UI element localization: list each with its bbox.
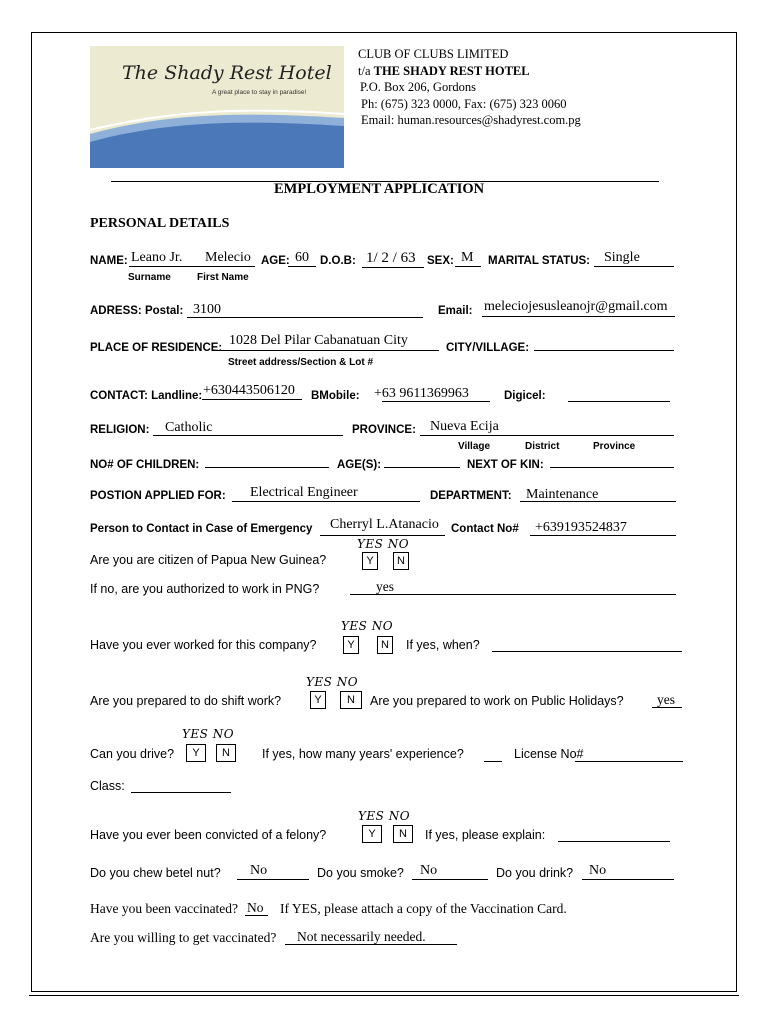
felony-explain-underline[interactable] — [558, 841, 670, 842]
age-value[interactable]: 60 — [295, 250, 309, 265]
drive-years-label: If yes, how many years' experience? — [262, 747, 464, 761]
address-label: ADRESS: Postal: — [90, 305, 184, 317]
department-value[interactable]: Maintenance — [526, 487, 599, 502]
felony-no-box[interactable]: N — [393, 825, 413, 843]
street-hint: Street address/Section & Lot # — [228, 357, 374, 368]
email-label: Email: — [438, 305, 473, 317]
shift-no-box[interactable]: N — [340, 691, 362, 709]
city-underline[interactable] — [534, 350, 674, 351]
first-name-hint: First Name — [197, 272, 249, 283]
holidays-question: Are you prepared to work on Public Holidays? — [370, 694, 624, 708]
district-hint: District — [525, 441, 560, 452]
emergency-no-value[interactable]: +639193524837 — [535, 520, 627, 535]
marital-label: MARITAL STATUS: — [488, 255, 590, 267]
city-label: CITY/VILLAGE: — [446, 342, 530, 354]
company-name: THE SHADY REST HOTEL — [373, 64, 530, 78]
section-title: PERSONAL DETAILS — [90, 216, 230, 231]
sex-underline — [455, 266, 481, 267]
company-email: Email: human.resources@shadyrest.com.pg — [361, 113, 581, 127]
province-hint: Province — [593, 441, 636, 452]
worked-when-label: If yes, when? — [406, 638, 480, 652]
sex-value[interactable]: M — [461, 250, 474, 265]
vaccinated-underline — [245, 915, 268, 916]
authorized-answer[interactable]: yes — [376, 579, 394, 594]
authorized-underline — [350, 594, 676, 595]
drive-years-underline[interactable] — [484, 761, 502, 762]
shift-yes-no-header: YES NO — [306, 675, 359, 689]
surname-hint: Surname — [128, 272, 171, 283]
email-underline — [482, 316, 675, 317]
province-underline — [420, 435, 674, 436]
ages-underline[interactable] — [384, 467, 460, 468]
citizen-no-box[interactable]: N — [393, 552, 409, 570]
kin-underline[interactable] — [550, 467, 674, 468]
residence-label: PLACE OF RESIDENCE: — [90, 342, 223, 354]
company-line-1: CLUB OF CLUBS LIMITED — [358, 47, 509, 61]
smoke-underline — [412, 879, 488, 880]
betel-underline — [237, 879, 309, 880]
willing-answer[interactable]: Not necessarily needed. — [297, 929, 426, 944]
digicel-underline[interactable] — [568, 401, 670, 402]
worked-no-box[interactable]: N — [377, 636, 393, 654]
felony-question: Have you ever been convicted of a felony? — [90, 828, 327, 842]
marital-value[interactable]: Single — [604, 250, 640, 265]
shift-yes-box[interactable]: Y — [310, 691, 326, 709]
landline-value[interactable]: +630443506120 — [203, 383, 295, 398]
emergency-label: Person to Contact in Case of Emergency — [90, 523, 313, 535]
emergency-name-value[interactable]: Cherryl L.Atanacio — [330, 517, 439, 532]
class-label: Class: — [90, 779, 125, 793]
position-underline — [232, 501, 420, 502]
hotel-logo — [90, 46, 344, 168]
holidays-underline — [652, 707, 682, 708]
residence-underline — [217, 350, 439, 351]
contact-no-label: Contact No# — [451, 523, 519, 535]
dob-label: D.O.B: — [320, 255, 356, 267]
children-underline[interactable] — [205, 467, 329, 468]
worked-yes-no-header: YES NO — [341, 619, 394, 633]
digicel-label: Digicel: — [504, 390, 546, 402]
worked-yes-box[interactable]: Y — [343, 636, 359, 654]
emergency-name-underline — [320, 535, 445, 536]
position-label: POSTION APPLIED FOR: — [90, 490, 226, 502]
dob-value[interactable]: 1/ 2 / 63 — [366, 250, 416, 266]
province-value[interactable]: Nueva Ecija — [430, 419, 499, 434]
department-underline — [520, 501, 676, 502]
holidays-answer[interactable]: yes — [657, 692, 675, 707]
emergency-no-underline — [530, 535, 676, 536]
citizen-yes-box[interactable]: Y — [362, 552, 378, 570]
drink-answer[interactable]: No — [589, 863, 607, 878]
felony-yes-no-header: YES NO — [358, 809, 411, 823]
smoke-question: Do you smoke? — [317, 866, 404, 880]
position-value[interactable]: Electrical Engineer — [250, 485, 358, 500]
email-value[interactable]: meleciojesusleanojr@gmail.com — [484, 299, 668, 314]
vaccinated-note: If YES, please attach a copy of the Vaccination Card. — [280, 901, 567, 916]
willing-question: Are you willing to get vaccinated? — [90, 930, 277, 945]
company-phone: Ph: (675) 323 0000, Fax: (675) 323 0060 — [361, 97, 567, 111]
shift-question: Are you prepared to do shift work? — [90, 694, 282, 708]
landline-underline — [202, 399, 302, 400]
postal-underline — [187, 317, 423, 318]
vaccinated-answer[interactable]: No — [247, 900, 264, 915]
bmobile-value[interactable]: +63 9611369963 — [374, 386, 469, 401]
authorized-question: If no, are you authorized to work in PNG? — [90, 582, 320, 596]
worked-when-underline[interactable] — [492, 651, 682, 652]
surname-value[interactable]: Leano Jr. — [131, 250, 183, 265]
drink-underline — [582, 879, 674, 880]
sex-label: SEX: — [427, 255, 454, 267]
license-underline[interactable] — [575, 761, 683, 762]
ages-label: AGE(S): — [337, 459, 382, 471]
children-label: NO# OF CHILDREN: — [90, 459, 200, 471]
company-line-2 — [358, 63, 530, 79]
residence-value[interactable]: 1028 Del Pilar Cabanatuan City — [229, 333, 408, 348]
worked-question: Have you ever worked for this company? — [90, 638, 317, 652]
drive-question: Can you drive? — [90, 747, 175, 761]
class-underline[interactable] — [131, 792, 231, 793]
bmobile-underline — [382, 401, 490, 402]
citizen-question: Are you are citizen of Papua New Guinea? — [90, 553, 327, 567]
religion-value[interactable]: Catholic — [165, 420, 213, 435]
name-label: NAME: — [90, 255, 128, 267]
bmobile-label: BMobile: — [311, 390, 360, 402]
logo-tagline: A great place to stay in paradise! — [212, 89, 307, 96]
logo-brand-text: The Shady Rest Hotel — [122, 62, 332, 84]
felony-explain-label: If yes, please explain: — [425, 828, 546, 842]
company-ta: t/a — [358, 64, 374, 78]
willing-underline — [285, 944, 457, 945]
department-label: DEPARTMENT: — [430, 490, 512, 502]
vaccinated-question: Have you been vaccinated? — [90, 901, 239, 916]
drink-question: Do you drink? — [496, 866, 574, 880]
license-label: License No# — [514, 747, 584, 761]
religion-underline — [153, 435, 343, 436]
village-hint: Village — [458, 441, 491, 452]
company-po-box: P.O. Box 206, Gordons — [360, 80, 476, 94]
smoke-answer[interactable]: No — [420, 863, 438, 878]
felony-yes-box[interactable]: Y — [362, 825, 382, 843]
dob-underline — [362, 267, 424, 268]
betel-answer[interactable]: No — [250, 863, 268, 878]
citizen-yes-no-header: YES NO — [357, 537, 410, 551]
name-underline — [129, 266, 255, 267]
first-name-value[interactable]: Melecio — [205, 250, 251, 265]
kin-label: NEXT OF KIN: — [467, 459, 544, 471]
form-page — [31, 32, 737, 992]
landline-label: CONTACT: Landline: — [90, 390, 203, 402]
drive-no-box[interactable]: N — [216, 744, 236, 762]
age-underline — [288, 266, 316, 267]
betel-question: Do you chew betel nut? — [90, 866, 221, 880]
form-title: EMPLOYMENT APPLICATION — [274, 181, 485, 197]
postal-value[interactable]: 3100 — [193, 302, 221, 317]
religion-label: RELIGION: — [90, 424, 150, 436]
drive-yes-box[interactable]: Y — [186, 744, 206, 762]
marital-underline — [594, 266, 674, 267]
province-label: PROVINCE: — [352, 424, 416, 436]
age-label: AGE: — [261, 255, 290, 267]
drive-yes-no-header: YES NO — [182, 727, 235, 741]
